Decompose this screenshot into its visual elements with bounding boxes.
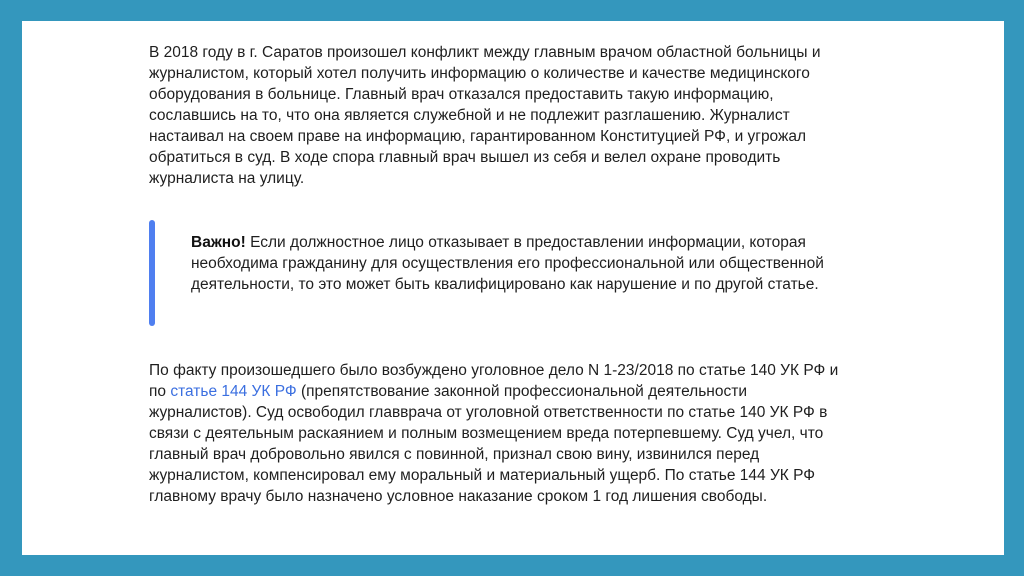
note-text bbox=[191, 232, 851, 295]
slide bbox=[22, 21, 1004, 555]
note-accent-bar bbox=[149, 220, 155, 326]
note-body: Если должностное лицо отказывает в предоставлении информации, которая необходима гражданину для осуществления его профессиональной или общественной деятельности, то это может быть квалифицировано как нарушение и по другой статье. bbox=[191, 234, 824, 293]
note-label: Важно! bbox=[191, 234, 246, 251]
important-note bbox=[149, 220, 849, 326]
verdict-text-end: (препятствование законной профессиональной деятельности журналистов). Суд освободил главврача от уголовной ответственности по статье 140 УК РФ в связи с деятельным раскаянием и полным возмещением вреда потерпевшему. Суд учел, что главный врач добровольно явился с повинной, признал свою вину, извинился перед журналистом, компенсировал ему моральный и материальный ущерб. По статье 144 УК РФ главному врачу было назначено условное наказание сроком 1 год лишения свободы. bbox=[149, 383, 828, 505]
verdict-text-start: По факту произошедшего было возбуждено уголовное дело N 1-23/2018 по статье 140 УК РФ и по bbox=[149, 362, 839, 400]
paragraph-intro: В 2018 году в г. Саратов произошел конфликт между главным врачом областной больницы и журналистом, который хотел получить информацию о количестве и качестве медицинского оборудования в больнице. Главный врач отказался предоставить такую информацию, сославшись на то, что она является служебной и не подлежит разглашению. Журналист настаивал на своем праве на информацию, гарантированном Конституцией РФ, и угрожал обратиться в суд. В ходе спора главный врач вышел из себя и велел охране проводить журналиста на улицу. bbox=[149, 44, 821, 187]
paragraph-verdict bbox=[149, 360, 849, 507]
article-144-link[interactable]: статье 144 УК РФ bbox=[170, 383, 297, 400]
